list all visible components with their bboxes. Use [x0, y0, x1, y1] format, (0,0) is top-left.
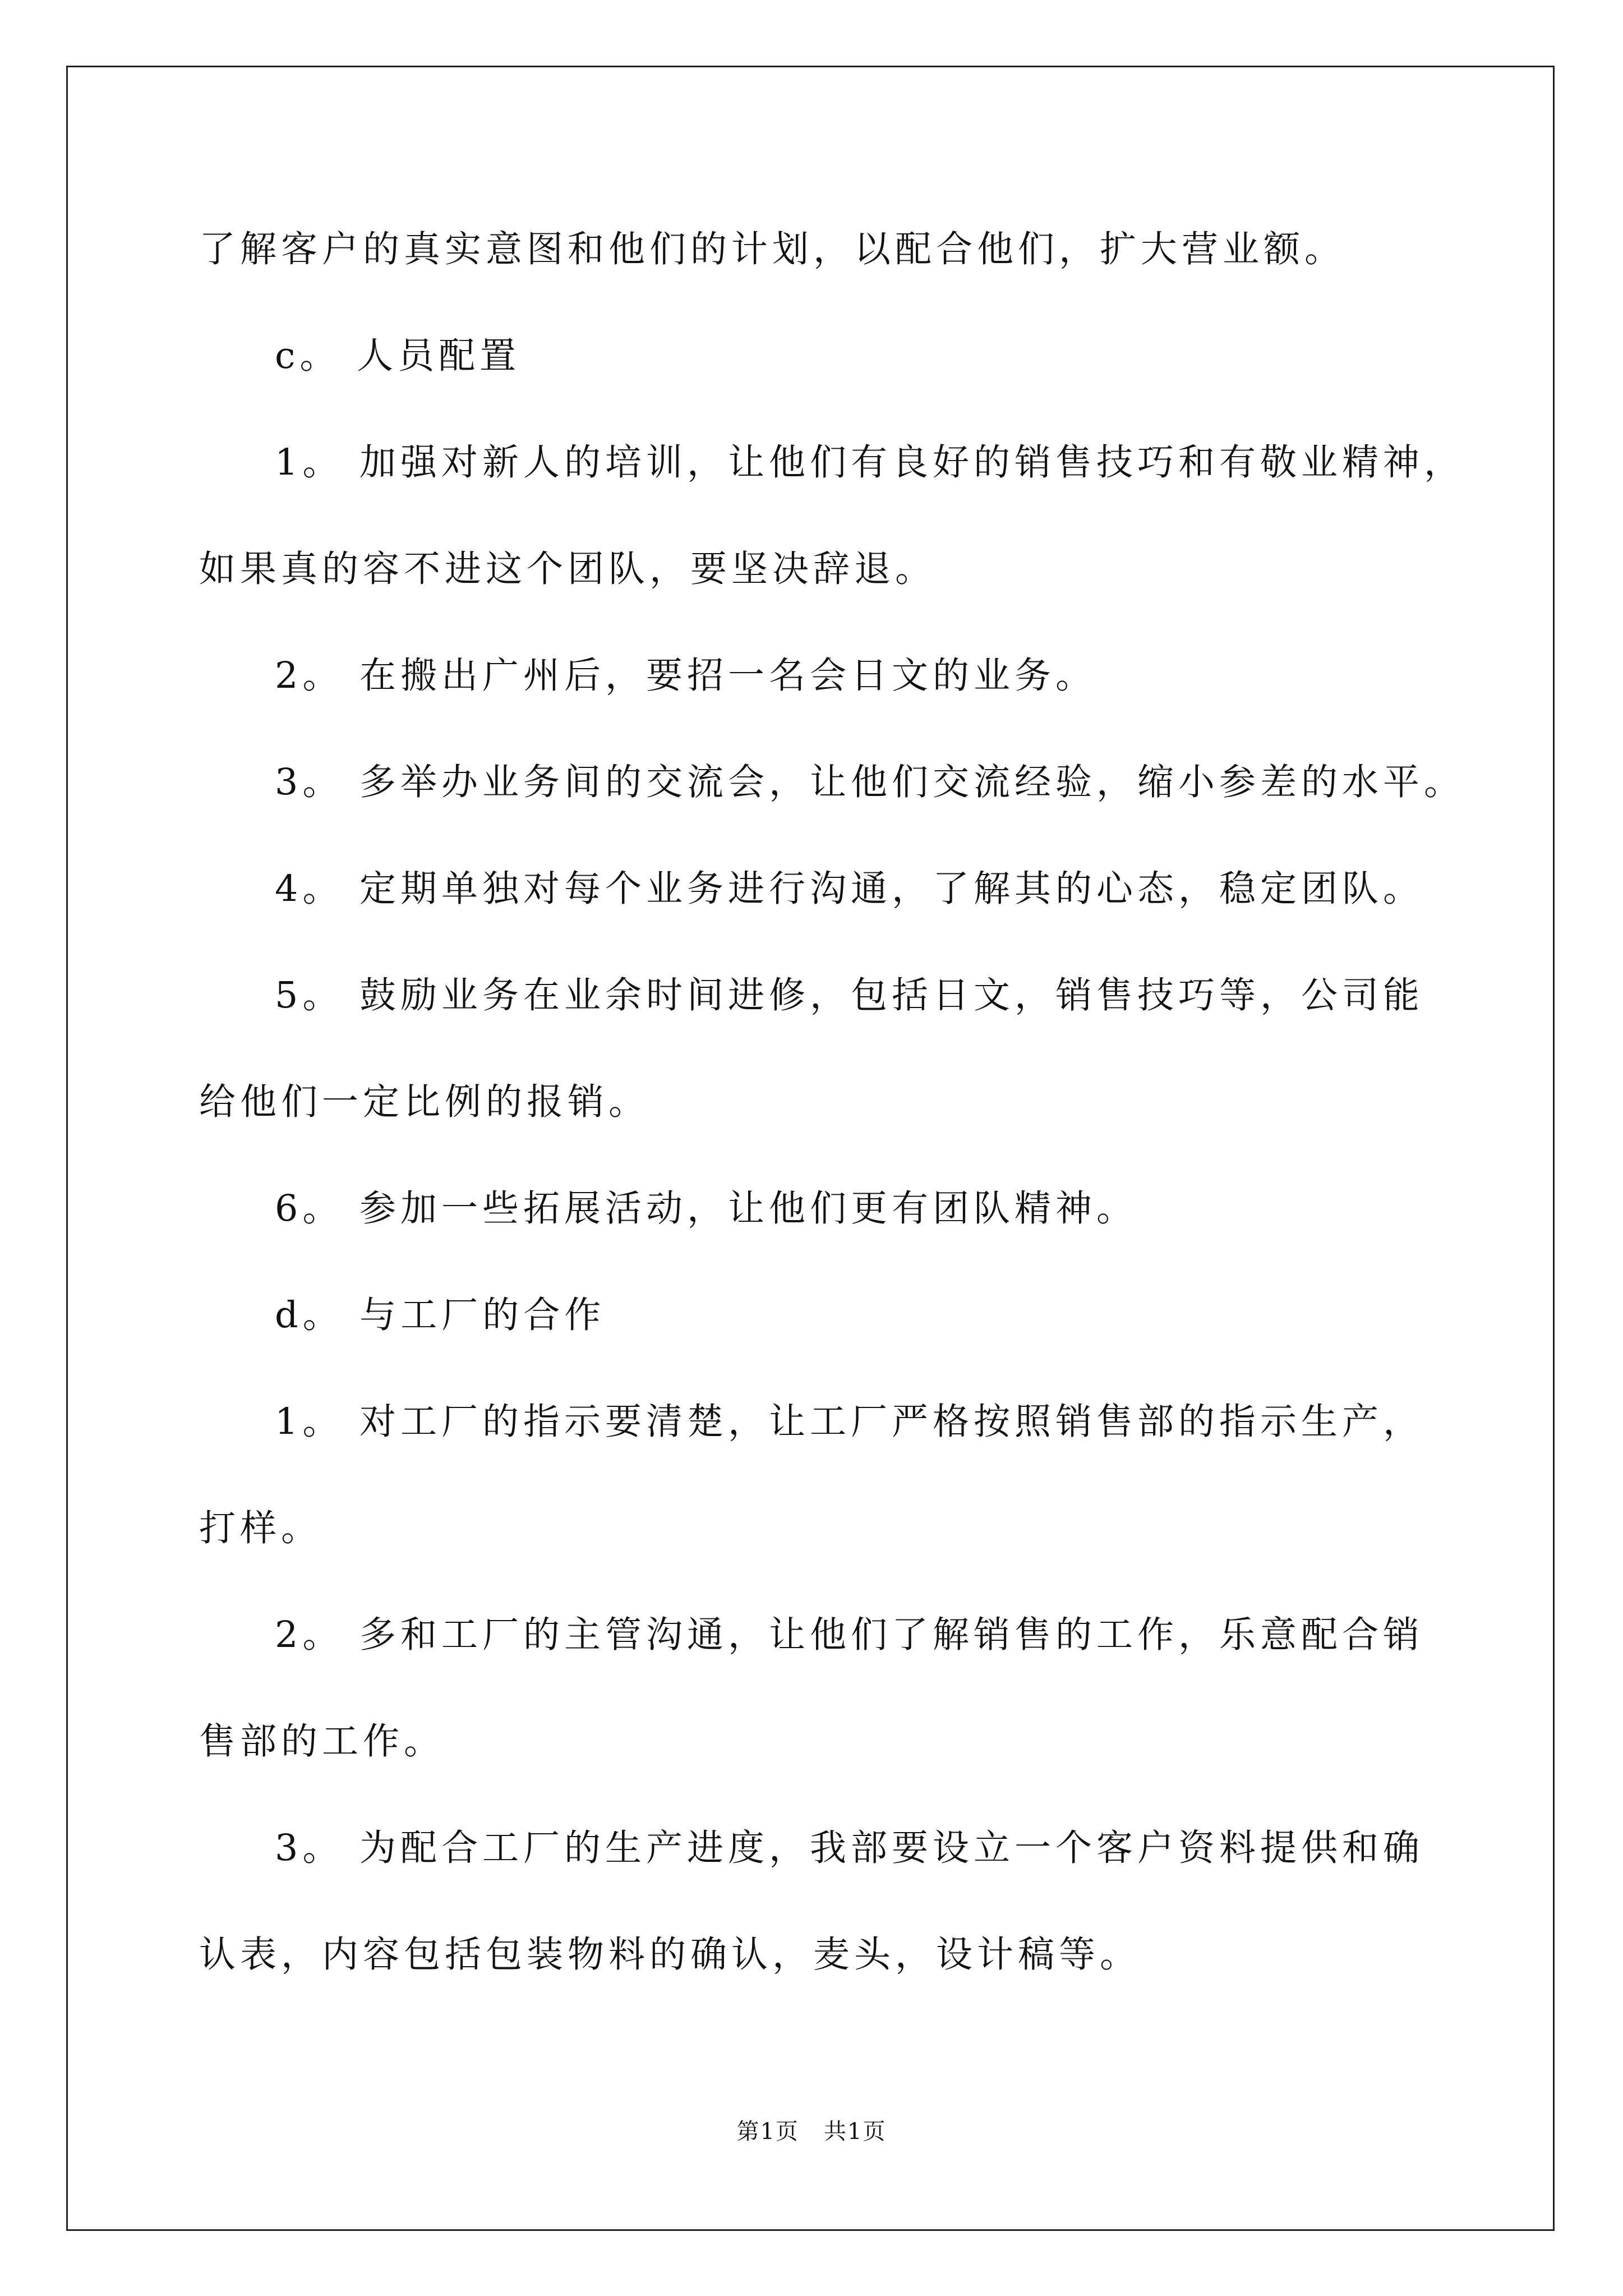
list-item-d2-line-2: 售部的工作。 [199, 1720, 445, 1763]
list-item-c2: 2。 在搬出广州后，要招一名会日文的业务。 [275, 655, 1097, 697]
list-item-d1-line-2: 打样。 [199, 1507, 322, 1549]
list-item-c4: 4。 定期单独对每个业务进行沟通，了解其的心态，稳定团队。 [275, 868, 1424, 910]
list-item-d3-line-2: 认表，内容包括包装物料的确认，麦头，设计稿等。 [199, 1934, 1141, 1976]
list-item-c1-line-2: 如果真的容不进这个团队，要坚决辞退。 [199, 548, 937, 590]
list-item-c5-line-2: 给他们一定比例的报销。 [199, 1081, 650, 1123]
page-border [66, 66, 1555, 2231]
section-heading-d: d。 与工厂的合作 [275, 1294, 606, 1336]
list-item-c3: 3。 多举办业务间的交流会，让他们交流经验，缩小参差的水平。 [275, 761, 1465, 803]
list-item-c6: 6。 参加一些拓展活动，让他们更有团队精神。 [275, 1188, 1138, 1230]
page-footer: 第1页 共1页 [736, 2119, 887, 2145]
list-item-d2-line-1: 2。 多和工厂的主管沟通，让他们了解销售的工作，乐意配合销 [275, 1614, 1424, 1656]
paragraph-line-1: 了解客户的真实意图和他们的计划，以配合他们，扩大营业额。 [199, 228, 1346, 270]
list-item-c1-line-1: 1。 加强对新人的培训，让他们有良好的销售技巧和有敬业精神， [275, 441, 1465, 484]
section-heading-c: c。 人员配置 [275, 335, 521, 377]
list-item-d3-line-1: 3。 为配合工厂的生产进度，我部要设立一个客户资料提供和确 [275, 1827, 1424, 1869]
list-item-d1-line-1: 1。 对工厂的指示要清楚，让工厂严格按照销售部的指示生产， [275, 1401, 1424, 1443]
list-item-c5-line-1: 5。 鼓励业务在业余时间进修，包括日文，销售技巧等，公司能 [275, 974, 1424, 1016]
